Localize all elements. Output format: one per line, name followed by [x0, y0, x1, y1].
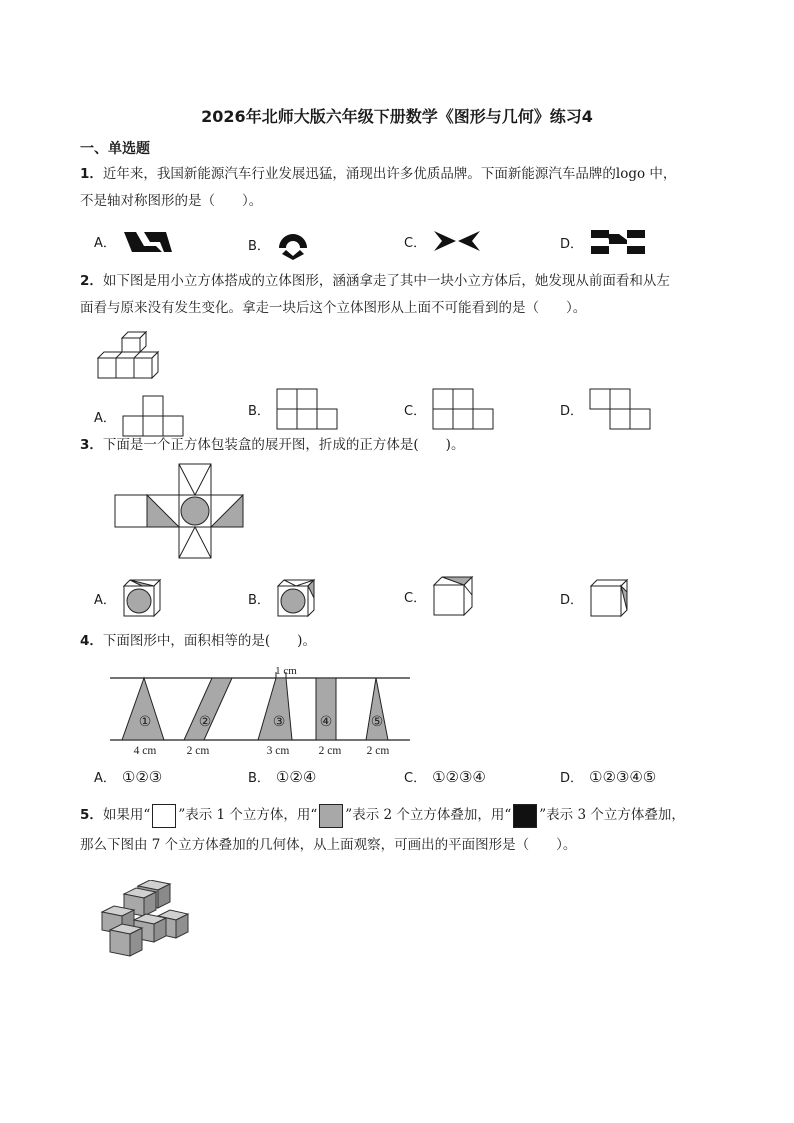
- question-1: [80, 161, 720, 215]
- q1-option-c[interactable]: [404, 228, 482, 254]
- option-label: C．: [404, 771, 427, 786]
- question-number: 4．: [80, 633, 103, 649]
- question-4: [80, 628, 720, 655]
- question-number: 5．: [80, 807, 103, 823]
- q4-option-b[interactable]: [248, 767, 316, 786]
- cube-c-icon: [432, 575, 474, 617]
- question-text: ”表示 1 个立方体，用“: [178, 807, 318, 823]
- top-length-label: 1 cm: [275, 665, 297, 677]
- logo-b-icon: [276, 228, 310, 260]
- option-label: A．: [94, 771, 116, 786]
- option-label: D．: [560, 236, 584, 252]
- option-label: D．: [560, 403, 584, 419]
- logo-c-icon: [432, 228, 482, 254]
- top-view-b-icon: [276, 388, 338, 430]
- q4-option-c[interactable]: [404, 767, 486, 786]
- shape-label-1: ①: [138, 714, 152, 730]
- logo-d-icon: [589, 228, 647, 256]
- page-title: 2026年北师大版六年级下册数学《图形与几何》练习4: [201, 107, 593, 126]
- question-text: ”表示 3 个立方体叠加，: [539, 807, 685, 823]
- question-text-cont: 那么下图由 7 个立方体叠加的几何体，从上面观察，可画出的平面图形是（ ）。: [80, 837, 577, 853]
- question-text: 下面是一个正方体包装盒的展开图，折成的正方体是( )。: [102, 437, 465, 453]
- shape-label-5: ⑤: [370, 714, 384, 730]
- question-text: ”表示 2 个立方体叠加，用“: [345, 807, 512, 823]
- option-label: D．: [560, 771, 584, 786]
- q2-option-c[interactable]: [404, 388, 494, 430]
- base-label-2: 2 cm: [186, 745, 210, 757]
- q4-option-a[interactable]: [94, 767, 162, 786]
- question-text-cont: 不是轴对称图形的是（ ）。: [80, 193, 263, 209]
- question-number: 1．: [80, 166, 103, 182]
- question-3: [80, 432, 720, 459]
- q2-option-d[interactable]: [560, 388, 651, 430]
- cube-b-icon: [276, 578, 316, 618]
- question-text: 如果用“: [102, 807, 151, 823]
- shape-label-3: ③: [272, 714, 286, 730]
- q1-option-d[interactable]: [560, 228, 647, 256]
- shape-label-2: ②: [198, 714, 212, 730]
- q3-option-d[interactable]: [560, 578, 631, 618]
- option-value: ①②③: [121, 767, 163, 786]
- q3-option-b[interactable]: [248, 578, 316, 618]
- option-label: B．: [248, 592, 270, 608]
- option-label: B．: [248, 771, 270, 786]
- cube-stack-figure: [96, 330, 160, 382]
- question-text: 如下图是用小立方体搭成的立体图形，涵涵拿走了其中一块小立方体后，她发现从前面看和从左: [102, 273, 670, 289]
- option-label: C．: [404, 403, 427, 419]
- cube-net-figure: [114, 463, 244, 559]
- white-square-icon: [152, 804, 176, 828]
- option-label: A．: [94, 410, 116, 426]
- black-square-icon: [513, 804, 537, 828]
- base-label-1: 4 cm: [133, 745, 157, 757]
- cube-d-icon: [589, 578, 631, 618]
- option-label: B．: [248, 403, 270, 419]
- section-heading: 一、单选题: [80, 141, 150, 157]
- option-value: ①②③④: [432, 767, 486, 786]
- stacked-cubes-figure: [98, 880, 190, 960]
- cube-a-icon: [122, 578, 162, 618]
- top-view-d-icon: [589, 388, 651, 430]
- q3-option-a[interactable]: [94, 578, 162, 618]
- top-view-c-icon: [432, 388, 494, 430]
- q1-option-b[interactable]: [248, 228, 310, 260]
- shape-label-4: ④: [319, 714, 333, 730]
- question-5: [80, 800, 720, 860]
- gray-square-icon: [319, 804, 343, 828]
- option-value: ①②③④⑤: [589, 767, 657, 786]
- option-label: D．: [560, 592, 584, 608]
- question-2: [80, 268, 720, 322]
- question-number: 3．: [80, 437, 103, 453]
- question-text-cont: 面看与原来没有发生变化。拿走一块后这个立体图形从上面不可能看到的是（ ）。: [80, 300, 587, 316]
- q2-option-a[interactable]: [94, 395, 184, 437]
- logo-a-icon: [122, 228, 176, 254]
- option-label: C．: [404, 590, 427, 606]
- q4-option-d[interactable]: [560, 767, 656, 786]
- area-shapes-figure: [108, 660, 412, 760]
- top-view-a-icon: [122, 395, 184, 437]
- q1-option-a[interactable]: [94, 228, 176, 254]
- base-label-4: 2 cm: [318, 745, 342, 757]
- q2-option-b[interactable]: [248, 388, 338, 430]
- question-text: 近年来，我国新能源汽车行业发展迅猛，涌现出许多优质品牌。下面新能源汽车品牌的logo 中，: [102, 166, 677, 182]
- option-label: C．: [404, 235, 427, 251]
- base-label-5: 2 cm: [366, 745, 390, 757]
- q3-option-c[interactable]: [404, 575, 474, 617]
- question-number: 2．: [80, 273, 103, 289]
- option-value: ①②④: [275, 767, 317, 786]
- option-label: B．: [248, 238, 270, 254]
- base-label-3: 3 cm: [266, 745, 290, 757]
- option-label: A．: [94, 235, 116, 251]
- question-text: 下面图形中，面积相等的是( )。: [102, 633, 316, 649]
- option-label: A．: [94, 592, 116, 608]
